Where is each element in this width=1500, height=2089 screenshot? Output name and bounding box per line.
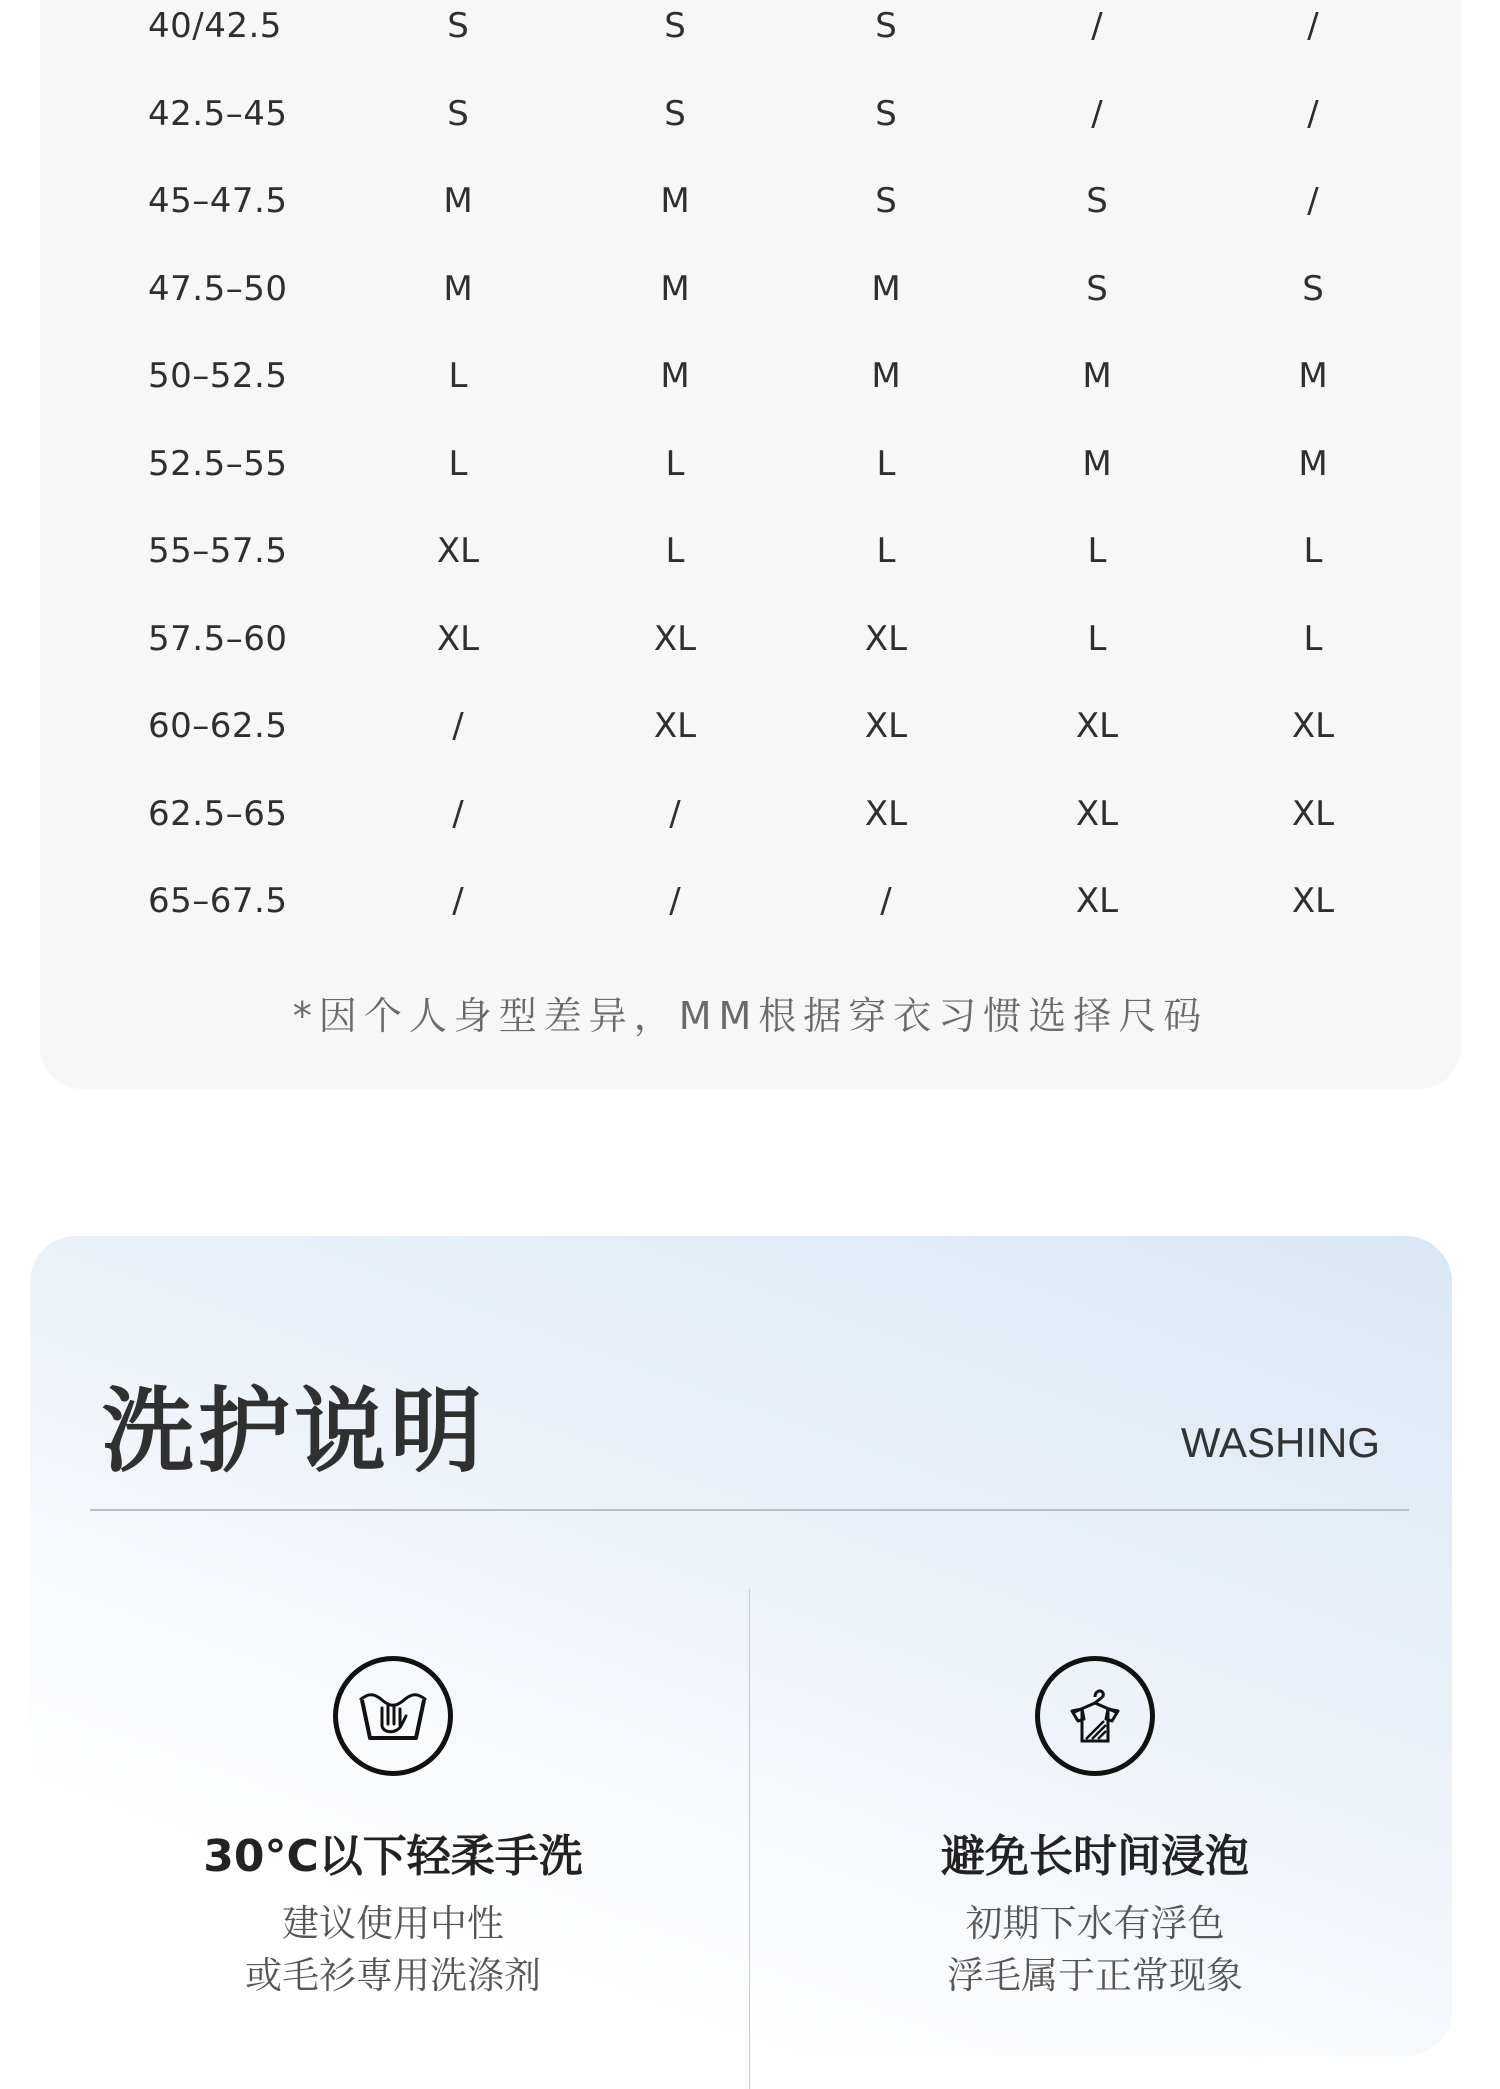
care-title-no-soak: 避免长时间浸泡 [941,1831,1249,1882]
size-cell: L [876,531,896,571]
size-cell: M [443,268,473,309]
care-desc-hand-wash [113,1898,673,2002]
size-cell: S [664,93,686,134]
table-row [40,0,1461,70]
table-row [40,771,1461,858]
weight-range-cell: 52.5–55 [148,443,288,484]
section-divider [90,1509,1409,1511]
table-row [40,508,1461,595]
washing-subtitle: WASHING [1180,1419,1380,1466]
size-cell: / [452,881,464,921]
size-cell: / [880,881,892,921]
size-cell: / [452,706,464,746]
size-cell: S [875,93,897,134]
care-desc-line: 初期下水有浮色 [965,1902,1225,1945]
size-cell: XL [864,793,908,834]
size-cell: XL [436,531,480,571]
column-divider [749,1589,750,2089]
care-desc-no-soak [815,1898,1375,2002]
weight-range-cell: 40/42.5 [148,6,282,46]
size-cell: L [448,356,468,396]
size-chart-card [40,0,1461,1089]
size-cell: M [660,268,690,309]
size-cell: L [665,531,685,571]
table-row [40,246,1461,333]
weight-range-cell: 50–52.5 [148,356,288,396]
size-cell: / [452,793,464,834]
table-row [40,683,1461,770]
size-cell: XL [653,706,697,746]
care-item-no-soak [815,1656,1375,2002]
size-cell: XL [1075,706,1119,746]
size-cell: L [1303,531,1323,571]
size-cell: XL [436,618,480,659]
size-cell: XL [1291,793,1335,834]
size-cell: L [1087,531,1107,571]
care-title-hand-wash: 30°C以下轻柔手洗 [203,1831,583,1882]
table-row [40,158,1461,245]
weight-range-cell: 62.5–65 [148,793,288,834]
table-row [40,333,1461,420]
size-cell: L [665,443,685,484]
size-cell: M [871,356,901,396]
size-cell: XL [1291,706,1335,746]
size-cell: / [1091,6,1103,46]
washing-card [30,1236,1452,2056]
size-cell: / [1091,93,1103,134]
weight-range-cell: 57.5–60 [148,618,288,659]
size-cell: XL [1075,793,1119,834]
weight-range-cell: 47.5–50 [148,268,288,309]
size-cell: M [1082,443,1112,484]
size-cell: S [664,6,686,46]
weight-range-cell: 45–47.5 [148,181,288,221]
size-cell: S [1086,181,1108,221]
size-cell: S [447,6,469,46]
size-cell: M [1298,443,1328,484]
table-row [40,596,1461,683]
size-cell: M [660,181,690,221]
size-cell: L [1303,618,1323,659]
size-cell: L [876,443,896,484]
size-cell: L [1087,618,1107,659]
size-cell: / [669,793,681,834]
size-cell: M [871,268,901,309]
care-desc-line: 浮毛属于正常现象 [947,1954,1243,1997]
care-desc-line: 建议使用中性 [282,1902,504,1945]
size-cell: / [669,881,681,921]
size-cell: L [448,443,468,484]
size-cell: S [1086,268,1108,309]
care-item-hand-wash [113,1656,673,2002]
size-cell: S [875,181,897,221]
size-cell: XL [864,618,908,659]
size-cell: XL [1291,881,1335,921]
table-row [40,858,1461,945]
size-cell: S [1302,268,1324,309]
size-cell: M [660,356,690,396]
size-cell: / [1307,181,1319,221]
weight-range-cell: 42.5–45 [148,93,288,134]
size-cell: XL [864,706,908,746]
size-cell: M [1082,356,1112,396]
size-cell: S [875,6,897,46]
care-desc-line: 或毛衫専用洗涤剂 [245,1954,541,1997]
size-cell: M [1298,356,1328,396]
washing-title: 洗护说明 [102,1378,487,1485]
table-row [40,71,1461,158]
weight-range-cell: 65–67.5 [148,881,288,921]
weight-range-cell: 60–62.5 [148,706,288,746]
weight-range-cell: 55–57.5 [148,531,288,571]
size-cell: S [447,93,469,134]
size-cell: / [1307,93,1319,134]
size-cell: XL [1075,881,1119,921]
size-cell: M [443,181,473,221]
no-soak-icon [1035,1656,1155,1776]
size-cell: / [1307,6,1319,46]
size-cell: XL [653,618,697,659]
size-note: *因个人身型差异，MM根据穿衣习惯选择尺码 [292,994,1209,1038]
hand-wash-icon [333,1656,453,1776]
table-row [40,421,1461,508]
